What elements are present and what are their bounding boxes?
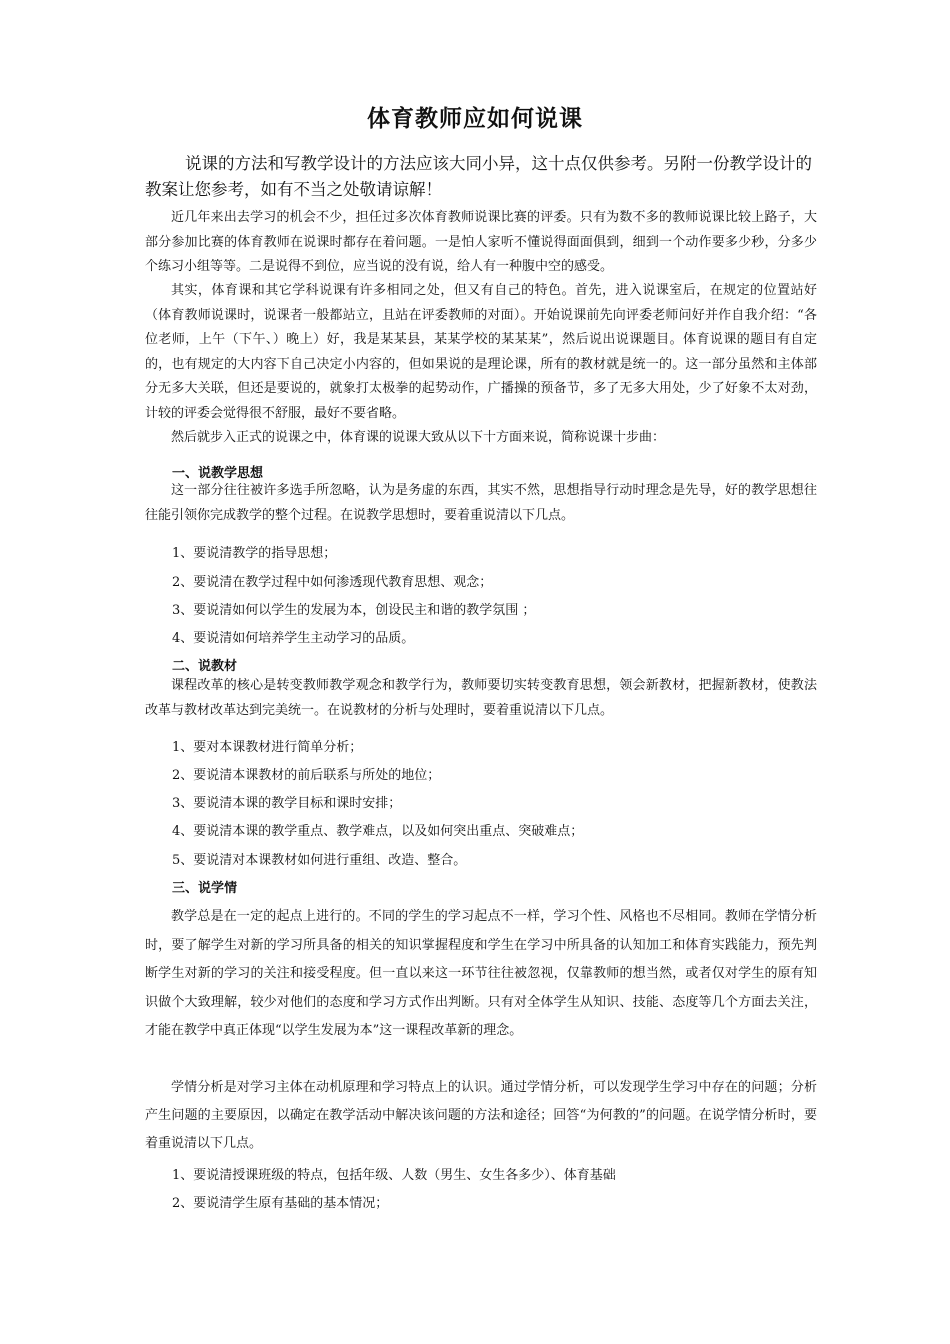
section-heading-3: 三、说学情 xyxy=(172,881,238,896)
list-item: 1、要说清授课班级的特点，包括年级、人数（男生、女生各多少）、体育基础 xyxy=(172,1168,616,1183)
intro-paragraph: 说课的方法和写教学设计的方法应该大同小异，这十点仅供参考。另附一份教学设计的教案让您参考，如有不当之处敬请谅解！ xyxy=(145,154,812,199)
list-item: 3、要说清本课的教学目标和课时安排； xyxy=(172,796,402,811)
section-2-text: 课程改革的核心是转变教师教学观念和教学行为，教师要切实转变教育思想，领会新教材，把握新教材，使教法改革与教材改革达到完美统一。在说教材的分析与处理时，要着重说清以下几点。 xyxy=(145,678,817,718)
paragraph-2: 其实，体育课和其它学科说课有许多相同之处，但又有自己的特色。首先，进入说课室后，在规定的位置站好（体育教师说课时，说课者一般都站立，且站在评委教师的对面）。开始说课前先向评委老师问好并作自我介绍：“各位老师，上午（下午、）晚上）好，我是某某县，某某学校的某某某”，然后说出说课题目。体育说课的题目有自定的，也有规定的大内容下自己决定小内容的，但如果说的是理论课，所有的教材就是统一的。这一部分虽然和主体部分无多大关联，但还是要说的，就象打太极拳的起势动作，广播操的预备节，多了无多大用处，少了好象不太对劲，计较的评委会觉得很不舒服，最好不要省略。 xyxy=(145,283,817,421)
section-heading-2: 二、说教材 xyxy=(172,659,238,674)
section-3-text-2: 学情分析是对学习主体在动机原理和学习特点上的认识。通过学情分析，可以发现学生学习中存在的问题；分析产生问题的主要原因，以确定在教学活动中解决该问题的方法和途径；回答“为何教的”的问题。在说学情分析时，要着重说清以下几点。 xyxy=(145,1080,817,1151)
list-item: 2、要说清本课教材的前后联系与所处的地位； xyxy=(172,768,441,783)
paragraph-1: 近几年来出去学习的机会不少，担任过多次体育教师说课比赛的评委。只有为数不多的教师说课比较上路子，大部分参加比赛的体育教师在说课时都存在着问题。一是怕人家听不懂说得面面俱到，细到一个动作要多少秒，分多少个练习小组等等。二是说得不到位，应当说的没有说，给人有一种腹中空的感受。 xyxy=(145,210,817,274)
list-item: 3、要说清如何以学生的发展为本，创设民主和谐的教学氛围 ； xyxy=(172,603,536,618)
section-1-text: 这一部分往往被许多选手所忽略，认为是务虚的东西，其实不然，思想指导行动时理念是先导，好的教学思想往往能引领你完成教学的整个过程。在说教学思想时，要着重说清以下几点。 xyxy=(145,483,817,523)
list-item: 1、要说清教学的指导思想； xyxy=(172,546,337,561)
list-item: 2、要说清在教学过程中如何渗透现代教育思想、观念； xyxy=(172,575,493,590)
list-item: 2、要说清学生原有基础的基本情况； xyxy=(172,1196,389,1211)
section-3-text-1: 教学总是在一定的起点上进行的。不同的学生的学习起点不一样，学习个性、风格也不尽相同。教师在学情分析时，要了解学生对新的学习所具备的相关的知识掌握程度和学生在学习中所具备的认知加工和体育实践能力，预先判断学生对新的学习的关注和接受程度。但一直以来这一环节往往被忽视，仅靠教师的想当然，或者仅对学生的原有知识做个大致理解，较少对他们的态度和学习方式作出判断。只有对全体学生从知识、技能、态度等几个方面去关注，才能在教学中真正体现“以学生发展为本”这一课程改革新的理念。 xyxy=(145,909,817,1038)
list-item: 4、要说清如何培养学生主动学习的品质。 xyxy=(172,631,415,646)
paragraph-3: 然后就步入正式的说课之中，体育课的说课大致从以下十方面来说，简称说课十步曲： xyxy=(171,430,666,445)
section-heading-1: 一、说教学思想 xyxy=(172,466,264,481)
list-item: 5、要说清对本课教材如何进行重组、改造、整合。 xyxy=(172,853,467,868)
document-title: 体育教师应如何说课 xyxy=(367,106,583,132)
list-item: 1、要对本课教材进行简单分析； xyxy=(172,740,363,755)
list-item: 4、要说清本课的教学重点、教学难点，以及如何突出重点、突破难点； xyxy=(172,824,584,839)
